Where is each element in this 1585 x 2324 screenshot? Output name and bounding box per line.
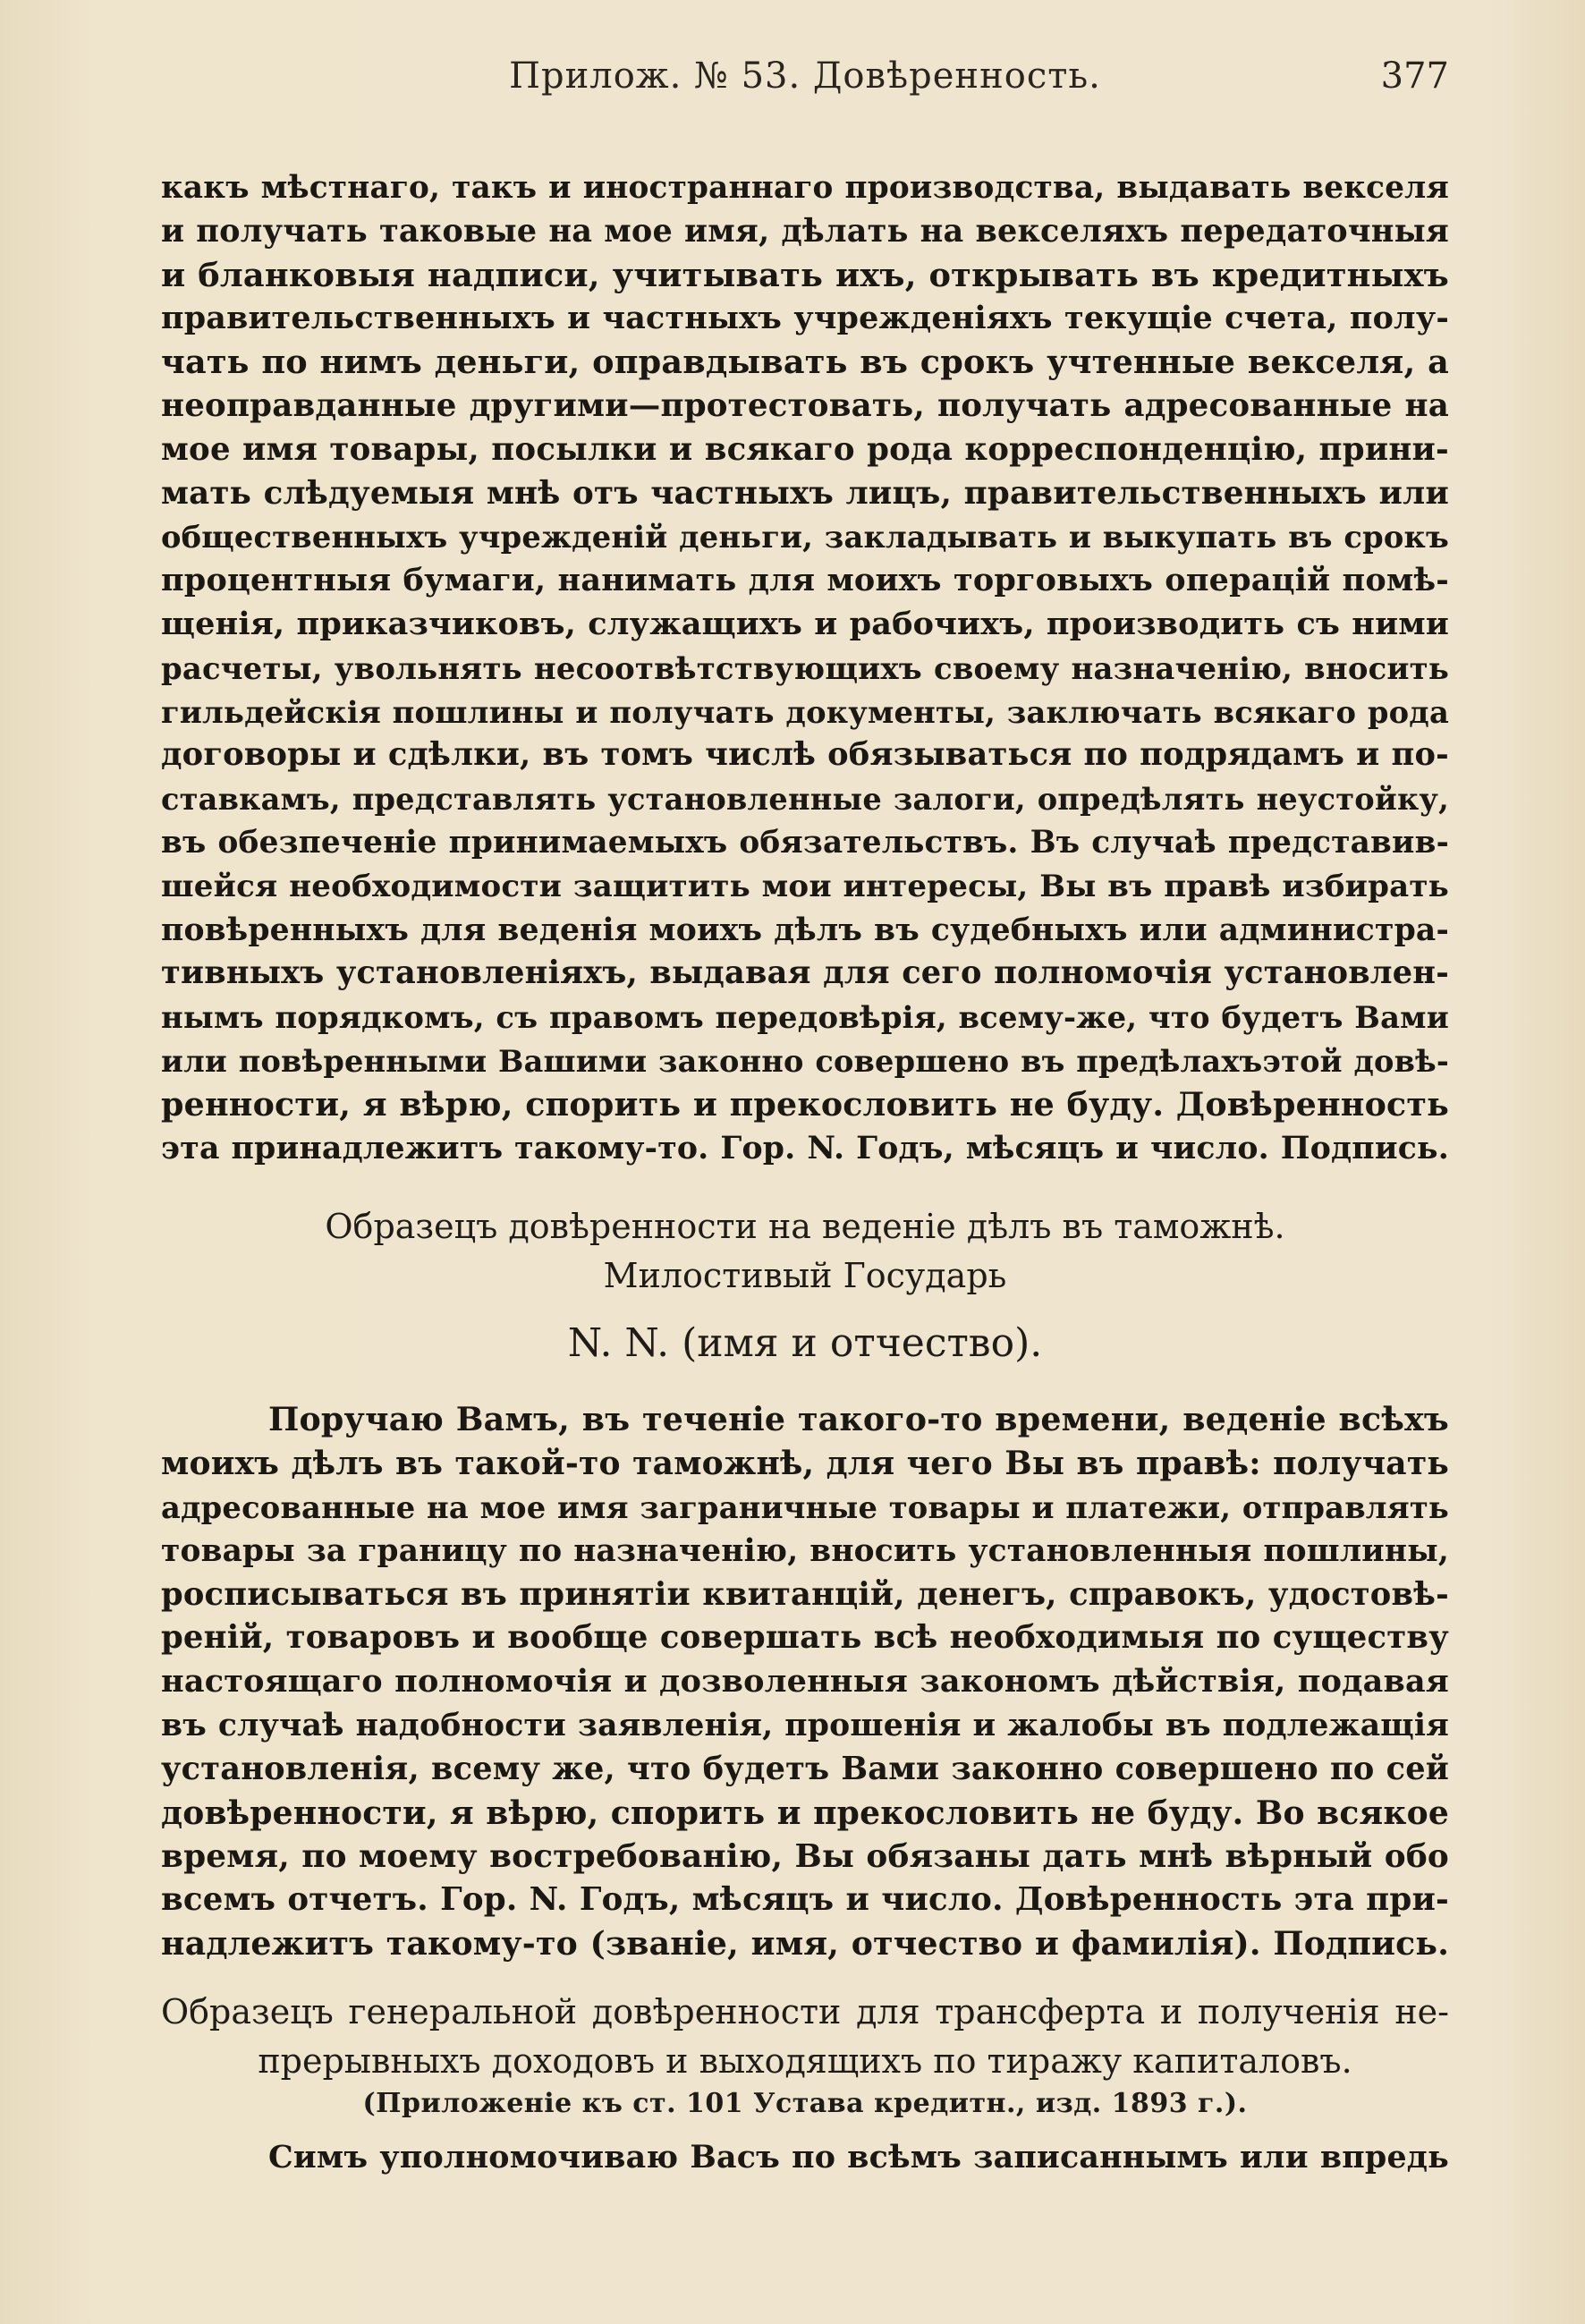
text-line: повѣренныхъ для веденія моихъ дѣлъ въ судебныхъ или администра- (161, 912, 1449, 948)
text-line: какъ мѣстнаго, такъ и иностраннаго производства, выдавать векселя (161, 170, 1449, 206)
section-heading: Образецъ довѣренности на веденіе дѣлъ въ таможнѣ. (325, 1207, 1285, 1247)
text-line: настоящаго полномочія и дозволенныя закономъ дѣйствія, подавая (161, 1663, 1449, 1701)
text-line: эта принадлежитъ такому-то. Гор. N. Годъ, мѣсяцъ и число. Подпись. (161, 1129, 1449, 1166)
running-header (161, 55, 1449, 109)
section-note: (Приложеніе къ ст. 101 Устава кредитн., изд. 1893 г.). (362, 2087, 1248, 2119)
addressee-name: N. N. (имя и отчество). (567, 1320, 1043, 1367)
section-1-text (161, 166, 1449, 1170)
text-line: чать по нимъ деньги, оправдывать въ срокъ учтенные векселя, а (161, 343, 1449, 382)
text-line: надлежитъ такому-то (званіе, имя, отчество и фамилія). Подпись. (161, 1923, 1449, 1963)
salutation: Милостивый Государь (603, 1256, 1007, 1296)
text-line: гильдейскія пошлины и получать документы, заключать всякаго рода (161, 693, 1449, 730)
text-line: мать слѣдуемыя мнѣ отъ частныхъ лицъ, правительственныхъ или (161, 474, 1449, 512)
section-2-text (161, 1398, 1449, 1965)
text-line: время, по моему востребованію, Вы обязаны дать мнѣ вѣрный обо (161, 1837, 1449, 1876)
header-title: Прилож. № 53. Довѣренность. (509, 55, 1101, 97)
text-line: ренности, я вѣрю, спорить и прекословить не буду. Довѣренность (161, 1084, 1449, 1124)
text-line: или повѣренными Вашими законно совершено въ предѣлахъэтой довѣ- (161, 1042, 1449, 1079)
text-line: неоправданные другими—протестовать, получать адресованные на (161, 386, 1449, 424)
text-line: и получать таковые на мое имя, дѣлать на векселяхъ передаточныя (161, 212, 1449, 250)
text-line: установленія, всему же, что будетъ Вами законно совершено по сей (161, 1750, 1449, 1787)
text-line: тивныхъ установленіяхъ, выдавая для сего полномочія установлен- (161, 954, 1449, 992)
text-line: товары за границу по назначенію, вносить установленныя пошлины, (161, 1532, 1449, 1569)
page-body (161, 166, 1449, 2179)
text-line: расчеты, увольнять несоотвѣтствующихъ своему назначенію, вносить (161, 649, 1449, 686)
text-line: и бланковыя надписи, учитывать ихъ, открывать въ кредитныхъ (161, 255, 1449, 294)
section-3-text (161, 2136, 1449, 2180)
text-line: всемъ отчетъ. Гор. N. Годъ, мѣсяцъ и число. Довѣренность эта при- (161, 1881, 1449, 1919)
text-line: правительственныхъ и частныхъ учрежденіяхъ текущіе счета, полу- (161, 300, 1449, 337)
text-line: реній, товаровъ и вообще совершать всѣ необходимыя по существу (161, 1619, 1449, 1657)
text-line: мое имя товары, посылки и всякаго рода корреспонденцію, прини- (161, 430, 1449, 468)
text-line: моихъ дѣлъ въ такой-то таможнѣ, для чего Вы въ правѣ: получать (161, 1445, 1449, 1483)
section-heading-continued: прерывныхъ доходовъ и выходящихъ по тиражу капиталовъ. (258, 2040, 1352, 2081)
text-line: ставкамъ, представлять установленные залоги, опредѣлять неустойку, (161, 781, 1449, 818)
text-line: договоры и сдѣлки, въ томъ числѣ обязываться по подрядамъ и по- (161, 736, 1449, 774)
section-heading: Образецъ генеральной довѣренности для трансферта и полученія не- (161, 1991, 1449, 2031)
text-line: процентныя бумаги, нанимать для моихъ торговыхъ операцій помѣ- (161, 562, 1449, 599)
text-line: адресованные на мое имя заграничные товары и платежи, отправлять (161, 1489, 1449, 1525)
section-2-heading (161, 1202, 1449, 1368)
text-line: щенія, приказчиковъ, служащихъ и рабочихъ, производить съ ними (161, 605, 1449, 642)
text-line: Симъ уполномочиваю Васъ по всѣмъ записаннымъ или впредь (268, 2138, 1449, 2176)
section-3-heading (161, 1988, 1449, 2122)
text-line: росписываться въ принятіи квитанцій, денегъ, справокъ, удостовѣ- (161, 1575, 1449, 1613)
text-line: шейся необходимости защитить мои интересы, Вы въ правѣ избирать (161, 868, 1449, 904)
text-line: довѣренности, я вѣрю, спорить и прекословить не буду. Во всякое (161, 1793, 1449, 1832)
text-line: нымъ порядкомъ, съ правомъ передовѣрія, всему-же, что будетъ Вами (161, 999, 1449, 1036)
page-number: 377 (1380, 55, 1449, 97)
text-line: въ обезпеченіе принимаемыхъ обязательствъ. Въ случаѣ представив- (161, 824, 1449, 861)
text-line: общественныхъ учрежденій деньги, закладывать и выкупать въ срокъ (161, 519, 1449, 556)
text-line: въ случаѣ надобности заявленія, прошенія и жалобы въ подлежащія (161, 1707, 1449, 1743)
text-line: Поручаю Вамъ, въ теченіе такого-то времени, веденіе всѣхъ (268, 1400, 1449, 1439)
